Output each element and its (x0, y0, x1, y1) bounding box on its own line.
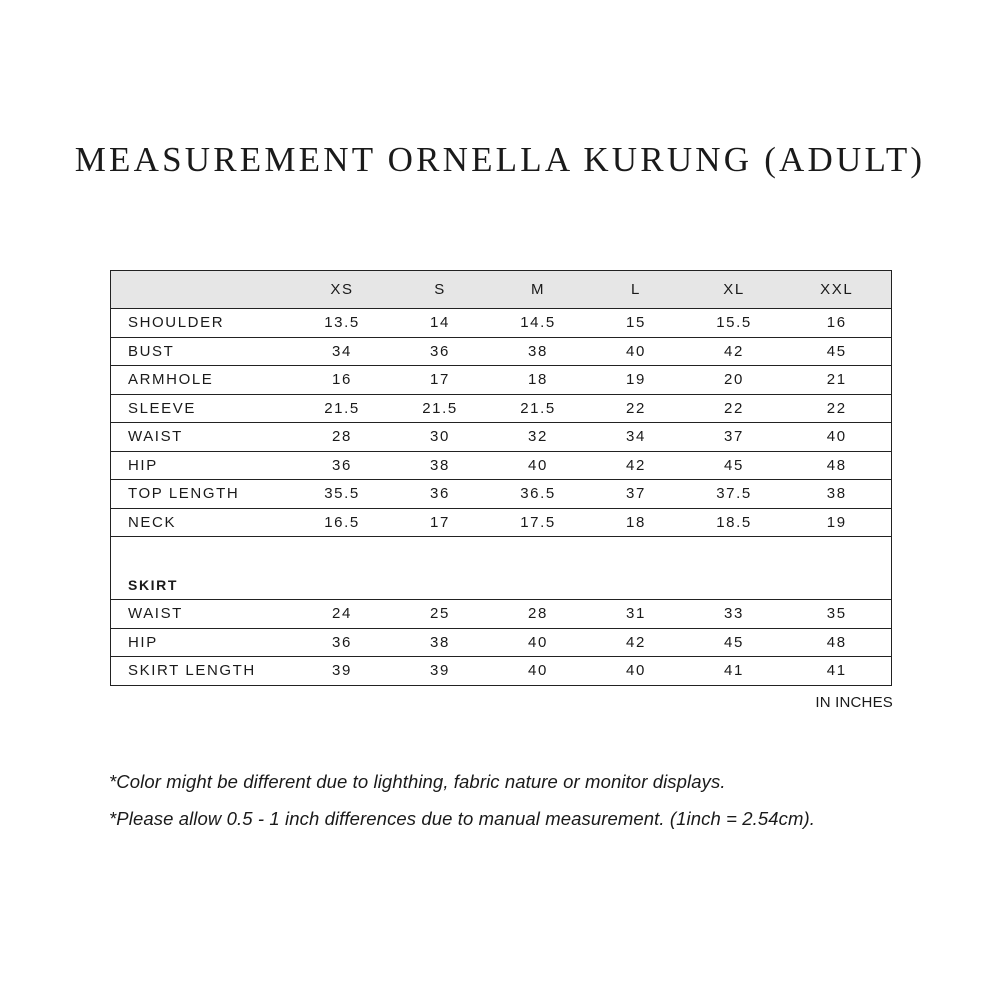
value-cell: 15 (587, 309, 686, 338)
value-cell: 40 (783, 423, 892, 452)
size-header-l: L (587, 271, 686, 309)
value-cell: 41 (826, 662, 847, 680)
row-label: SHOULDER (111, 309, 294, 338)
value-cell: 35.5 (294, 480, 391, 509)
value-cell: 21.5 (490, 394, 587, 423)
table-row (111, 337, 892, 366)
value-cell: 17 (391, 366, 490, 395)
value-cell: 31 (587, 600, 686, 629)
row-label: SLEEVE (111, 394, 294, 423)
value-cell: 45 (686, 628, 783, 657)
value-cell: 42 (587, 451, 686, 480)
value-cell: 18.5 (686, 508, 783, 537)
value-cell: 36 (294, 451, 391, 480)
table-row (111, 309, 892, 338)
value-cell: 24 (294, 600, 391, 629)
size-header-xl: XL (686, 271, 783, 309)
value-cell: 40 (490, 451, 587, 480)
table-row (111, 657, 892, 686)
value-cell: 16 (294, 366, 391, 395)
value-cell: 28 (490, 600, 587, 629)
value-cell: 19 (587, 366, 686, 395)
value-cell: 35 (783, 600, 892, 629)
size-header-m: M (490, 271, 587, 309)
value-cell: 14 (391, 309, 490, 338)
size-header-xs: XS (294, 271, 391, 309)
value-cell: 34 (587, 423, 686, 452)
value-cell: 48 (783, 628, 892, 657)
row-label: NECK (111, 508, 294, 537)
value-cell: 36 (294, 628, 391, 657)
row-label: WAIST (111, 600, 294, 629)
value-cell: 36.5 (490, 480, 587, 509)
value-cell: 17 (391, 508, 490, 537)
row-label: ARMHOLE (111, 366, 294, 395)
value-cell: 33 (686, 600, 783, 629)
value-cell: 42 (587, 628, 686, 657)
row-label: BUST (111, 337, 294, 366)
table-row (111, 480, 892, 509)
value-cell: 22 (587, 394, 686, 423)
table-row (111, 451, 892, 480)
value-cell: 18 (490, 366, 587, 395)
value-cell: 15.5 (686, 309, 783, 338)
value-cell: 16.5 (294, 508, 391, 537)
value-cell: 48 (783, 451, 892, 480)
skirt-section-row (111, 537, 892, 600)
value-cell: 45 (783, 337, 892, 366)
value-cell: 37.5 (686, 480, 783, 509)
table-row (111, 423, 892, 452)
value-cell: 38 (490, 337, 587, 366)
value-cell: 21 (783, 366, 892, 395)
row-label: SKIRT LENGTH (128, 662, 256, 680)
value-cell: 38 (391, 628, 490, 657)
value-cell: 40 (490, 628, 587, 657)
value-cell: 16 (783, 309, 892, 338)
value-cell: 17.5 (490, 508, 587, 537)
value-cell: 37 (587, 480, 686, 509)
value-cell: 21.5 (391, 394, 490, 423)
value-cell: 28 (294, 423, 391, 452)
skirt-section-label: SKIRT (111, 537, 892, 600)
table-row (111, 366, 892, 395)
value-cell: 40 (626, 662, 646, 680)
table-row (111, 600, 892, 629)
value-cell: 41 (724, 662, 744, 680)
value-cell: 22 (686, 394, 783, 423)
value-cell: 36 (391, 337, 490, 366)
row-label: HIP (111, 628, 294, 657)
value-cell: 34 (294, 337, 391, 366)
footnote-measurement: *Please allow 0.5 - 1 inch differences due to manual measurement. (1inch = 2.54cm). (109, 808, 816, 829)
value-cell: 25 (391, 600, 490, 629)
table-body (111, 309, 892, 686)
size-chart-table (110, 270, 892, 686)
value-cell: 40 (528, 662, 548, 680)
table-header (111, 271, 892, 309)
value-cell: 42 (686, 337, 783, 366)
value-cell: 14.5 (490, 309, 587, 338)
value-cell: 39 (430, 662, 450, 680)
value-cell: 13.5 (294, 309, 391, 338)
header-blank-cell (111, 271, 294, 309)
row-label: HIP (111, 451, 294, 480)
value-cell: 36 (391, 480, 490, 509)
page-title: MEASUREMENT ORNELLA KURUNG (ADULT) (74, 140, 926, 179)
value-cell: 30 (391, 423, 490, 452)
size-header-s: S (391, 271, 490, 309)
value-cell: 37 (686, 423, 783, 452)
header-row (111, 271, 892, 309)
row-label: TOP LENGTH (111, 480, 294, 509)
table-row (111, 394, 892, 423)
footnote-color: *Color might be different due to lighthing, fabric nature or monitor displays. (109, 771, 726, 792)
value-cell: 21.5 (294, 394, 391, 423)
units-note: IN INCHES (815, 694, 893, 711)
value-cell: 32 (490, 423, 587, 452)
value-cell: 20 (686, 366, 783, 395)
table-row (111, 628, 892, 657)
value-cell: 39 (332, 662, 352, 680)
value-cell: 45 (686, 451, 783, 480)
value-cell: 40 (587, 337, 686, 366)
size-header-xxl: XXL (783, 271, 892, 309)
table-row (111, 508, 892, 537)
value-cell: 38 (783, 480, 892, 509)
row-label: WAIST (111, 423, 294, 452)
value-cell: 18 (587, 508, 686, 537)
value-cell: 22 (783, 394, 892, 423)
value-cell: 38 (391, 451, 490, 480)
value-cell: 19 (783, 508, 892, 537)
